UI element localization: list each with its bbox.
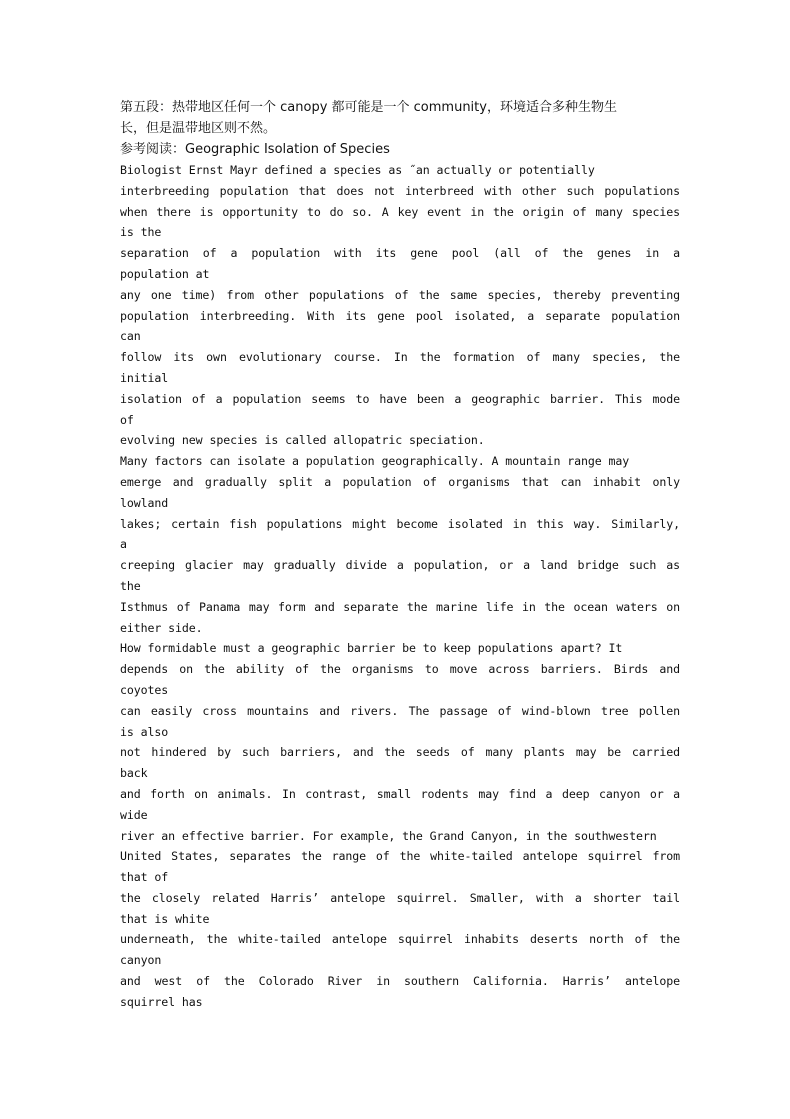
text-line: emerge and gradually split a population of organisms that can inhabit only <box>120 474 680 489</box>
text-line: Isthmus of Panama may form and separate the marine life in the ocean waters on <box>120 599 680 614</box>
text-line: isolation of a population seems to have been a geographic barrier. This mode <box>120 391 680 406</box>
text-line: Biologist Ernst Mayr defined a species as ˝an actually or potentially <box>120 163 595 177</box>
text-line: either side. <box>120 620 203 635</box>
text-line: lakes; certain fish populations might become isolated in this way. Similarly, <box>120 516 680 531</box>
reference-title: 参考阅读：Geographic Isolation of Species <box>120 142 390 157</box>
text-line: back <box>120 766 148 781</box>
text-line: lowland <box>120 495 169 510</box>
text-line: a <box>120 537 127 552</box>
text-line: when there is opportunity to do so. A key event in the origin of many species <box>120 204 680 219</box>
text-line: any one time) from other populations of the same species, thereby preventing <box>120 287 680 302</box>
heading-line-2: 长，但是温带地区则不然。 <box>120 121 277 136</box>
text-line: and west of the Colorado River in southern California. Harris’ antelope <box>120 974 680 989</box>
text-line: canyon <box>120 953 162 968</box>
text-line: squirrel has <box>120 994 203 1009</box>
text-line: evolving new species is called allopatric speciation. <box>120 433 485 448</box>
text-line: can <box>120 329 141 344</box>
text-line: depends on the ability of the organisms to move across barriers. Birds and <box>120 662 680 677</box>
text-line: Many factors can isolate a population geographically. A mountain range may <box>120 454 630 469</box>
text-line: initial <box>120 370 169 385</box>
text-line: How formidable must a geographic barrier be to keep populations apart? It <box>120 641 623 656</box>
text-line: population at <box>120 266 210 281</box>
text-line: follow its own evolutionary course. In the formation of many species, the <box>120 350 680 365</box>
text-line: underneath, the white-tailed antelope squirrel inhabits deserts north of the <box>120 932 680 947</box>
text-line: and forth on animals. In contrast, small rodents may find a deep canyon or a <box>120 786 680 801</box>
text-line: interbreeding population that does not interbreed with other such populations <box>120 183 680 198</box>
text-line: separation of a population with its gene pool (all of the genes in a <box>120 246 680 261</box>
text-line: is also <box>120 724 169 739</box>
text-line: the <box>120 578 141 593</box>
text-line: river an effective barrier. For example, the Grand Canyon, in the southwestern <box>120 828 657 843</box>
text-line: coyotes <box>120 682 169 697</box>
text-line: the closely related Harris’ antelope squirrel. Smaller, with a shorter tail <box>120 890 680 905</box>
document-body <box>120 97 680 1013</box>
text-line: that is white <box>120 911 210 926</box>
text-line: can easily cross mountains and rivers. The passage of wind-blown tree pollen <box>120 703 680 718</box>
text-line: is the <box>120 225 162 240</box>
text-line: of <box>120 412 134 427</box>
text-line: wide <box>120 807 148 822</box>
text-line: United States, separates the range of the white-tailed antelope squirrel from <box>120 849 680 864</box>
text-line: population interbreeding. With its gene pool isolated, a separate population <box>120 308 680 323</box>
heading-line-1: 第五段：热带地区任何一个 canopy 都可能是一个 community，环境适合多种生物生 <box>120 100 617 115</box>
text-line: that of <box>120 870 169 885</box>
text-line: creeping glacier may gradually divide a population, or a land bridge such as <box>120 558 680 573</box>
text-line: not hindered by such barriers, and the seeds of many plants may be carried <box>120 745 680 760</box>
